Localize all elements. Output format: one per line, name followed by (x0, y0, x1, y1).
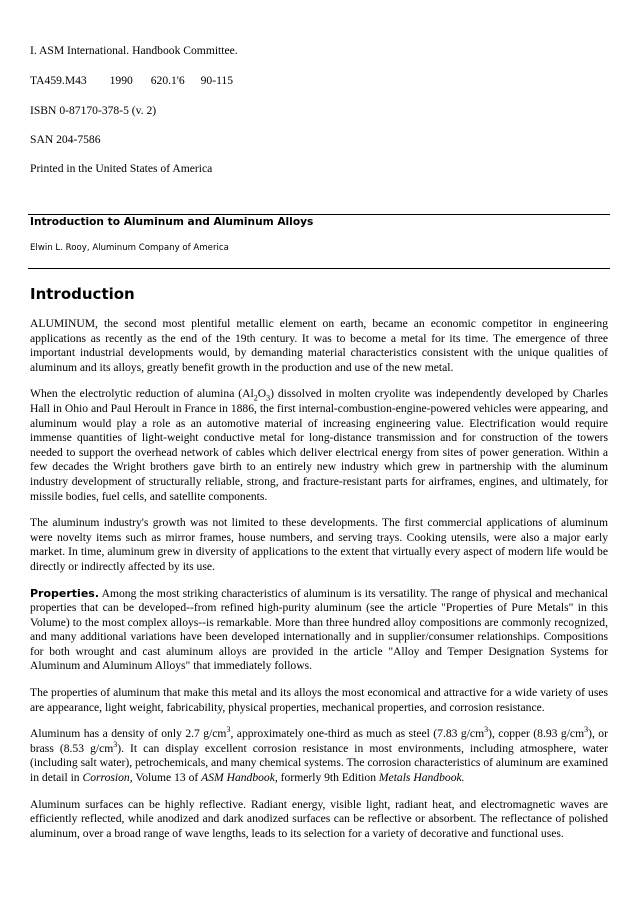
paragraph-properties: Properties. Among the most striking characteristics of aluminum is its versatility. The range of physical and mechanical properties that can be developed--from refined high-purity aluminum (see the article "Properties of Pure Metals" in this Volume) to the most complex alloys--is remarkable. More than three hundred alloy compositions are commonly recognized, and many additional variations have been developed internationally and in supplier/consumer relationships. Compositions for both wrought and cast aluminum alloys are provided in the article "Alloy and Temper Designation Systems for Aluminum and Aluminum Alloys" that immediately follows. (30, 586, 608, 673)
article-title: Introduction to Aluminum and Aluminum Alloys (30, 216, 314, 228)
catalog-year: 1990 (109, 74, 133, 87)
printed-line: Printed in the United States of America (30, 162, 213, 175)
catalog-title-line: I. ASM International. Handbook Committee. (30, 44, 238, 57)
control-number: 90-115 (200, 74, 234, 87)
properties-lead: Properties. (30, 586, 100, 600)
article-body (30, 317, 608, 853)
divider-top (28, 214, 610, 215)
catalog-classification (30, 74, 233, 89)
paragraph-density: Aluminum has a density of only 2.7 $g/cm^3$, approximately one-third as much as steel (7.83 $g/cm^3$), copper (8.93 $g/cm^3$), or brass (8.53 $g/cm^3$). It can display excellent corrosion resistance in most environments, including atmosphere, water (including salt water), petrochemicals, and many chemical systems. The corrosion characteristics of aluminum are examined in detail in Corrosion, Volume 13 of ASM Handbook, formerly 9th Edition Metals Handbook. (30, 725, 608, 785)
isbn-line: ISBN 0-87170-378-5 (v. 2) (30, 104, 157, 117)
article-author: Elwin L. Rooy, Aluminum Company of America (30, 243, 229, 253)
paragraph-reflectivity: Aluminum surfaces can be highly reflective. Radiant energy, visible light, radiant heat, and electromagnetic waves are efficiently reflected, while anodized and dark anodized surfaces can be reflective or absorbent. The reflectance of polished aluminum, over a broad range of wave lengths, leads to its selection for a variety of decorative and functional uses. (30, 797, 608, 840)
paragraph-growth: The aluminum industry's growth was not limited to these developments. The first commercial applications of aluminum were novelty items such as mirror frames, house numbers, and serving trays. Cooking utensils, were also a major early market. In time, aluminum grew in diversity of applications to the extent that virtually every aspect of modern life would be directly or indirectly affected by its use. (30, 516, 608, 573)
paragraph-intro: ALUMINUM, the second most plentiful metallic element on earth, became an economic competitor in engineering applications as recently as the end of the 19th century. It was to become a metal for its time. The emergence of three important industrial developments would, by demanding material characteristics consistent with the unique qualities of aluminum and its alloys, greatly benefit growth in the production and use of the new metal. (30, 317, 608, 374)
divider-bottom (28, 268, 610, 269)
san-line: SAN 204-7586 (30, 133, 101, 146)
section-heading: Introduction (30, 285, 135, 303)
paragraph-history: When the electrolytic reduction of alumina $(Al_2O_3)$ dissolved in molten cryolite was independently developed by Charles Hall in Ohio and Paul Heroult in France in 1886, the first internal-combustion-engine-powered vehicles were appearing, and aluminum would play a role as an automotive material of increasing engineering value. Electrification would require immense quantities of light-weight conductive metal for long-distance transmission and for construction of the towers needed to support the overhead network of cables which deliver electrical energy from sites of power generation. Within a few decades the Wright brothers gave birth to an entirely new industry which grew in partnership with the aluminum industry development of structurally reliable, strong, and fracture-resistant parts for airframes, engines, and ultimately, for missile bodies, fuel cells, and satellite components. (30, 387, 608, 503)
dewey-number: 620.1'6 (150, 74, 185, 87)
paragraph-uses: The properties of aluminum that make this metal and its alloys the most economical and attractive for a wide variety of uses are appearance, light weight, fabricability, physical properties, mechanical properties, and corrosion resistance. (30, 686, 608, 714)
call-number: TA459.M43 (30, 74, 87, 87)
